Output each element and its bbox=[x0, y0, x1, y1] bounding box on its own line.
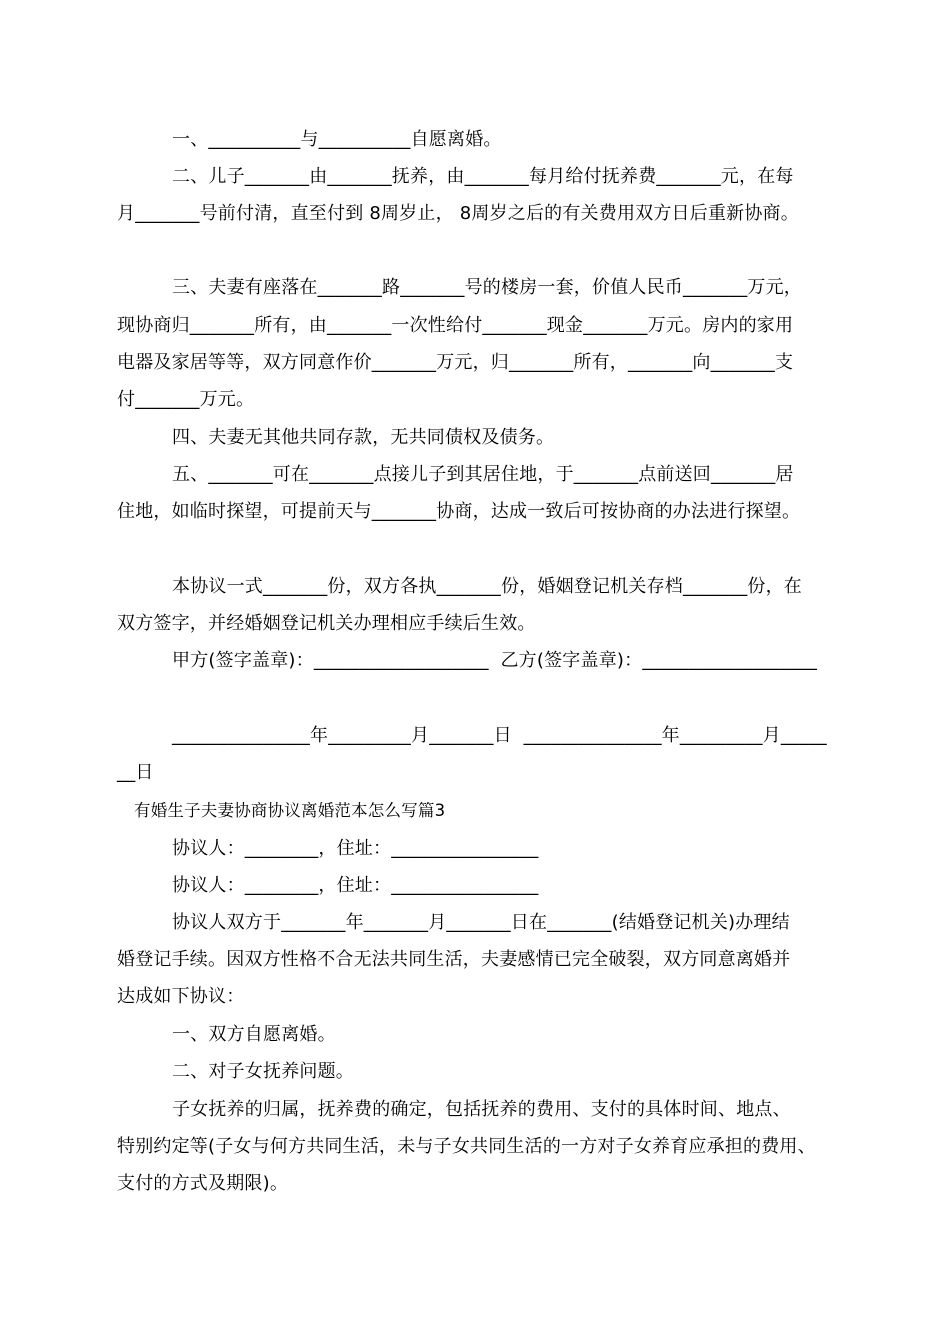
clause-3-line-4: 付_______万元。 bbox=[117, 389, 255, 410]
child-custody-line-2: 特别约定等(子女与何方共同生活，未与子女共同生活的一方对子女养育应承担的费用、 bbox=[117, 1136, 816, 1157]
party-line-1: 协议人：________，住址：________________ bbox=[172, 838, 539, 859]
clause-3-line-2: 现协商归_______所有，由_______一次性给付_______现金_______万元。房内的家用 bbox=[117, 315, 794, 336]
clause-2-line-2: 月_______号前付清，直至付到 8周岁止， 8周岁之后的有关费用双方日后重新协商。 bbox=[117, 203, 799, 224]
copies-line-1: 本协议一式_______份，双方各执_______份，婚姻登记机关存档_______份，在 bbox=[172, 576, 802, 597]
intro-line-3: 达成如下协议： bbox=[117, 986, 245, 1007]
intro-line-1: 协议人双方于_______年_______月_______日在_______(结婚登记机关)办理结 bbox=[172, 912, 790, 933]
clause-5-line-2: 住地，如临时探望，可提前天与_______协商，达成一致后可按协商的办法进行探望。 bbox=[117, 501, 801, 522]
section-title: 有婚生子夫妻协商协议离婚范本怎么写篇3 bbox=[134, 801, 446, 820]
intro-line-2: 婚登记手续。因双方性格不合无法共同生活，夫妻感情已完全破裂，双方同意离婚并 bbox=[117, 949, 791, 970]
clause-4: 四、夫妻无其他共同存款，无共同债权及债务。 bbox=[172, 427, 555, 448]
agreement-clause-1: 一、双方自愿离婚。 bbox=[172, 1024, 336, 1045]
date-line-continued: __日 bbox=[117, 762, 154, 783]
clause-3-line-3: 电器及家居等等，双方同意作价_______万元，归_______所有，_______向_______支 bbox=[117, 352, 794, 373]
clause-5-line-1: 五、_______可在_______点接儿子到其居住地，于_______点前送回_______居 bbox=[172, 464, 794, 485]
child-custody-line-3: 支付的方式及期限)。 bbox=[117, 1173, 289, 1194]
child-custody-line-1: 子女抚养的归属，抚养费的确定，包括抚养的费用、支付的具体时间、地点、 bbox=[172, 1099, 791, 1120]
agreement-clause-2: 二、对子女抚养问题。 bbox=[172, 1061, 354, 1082]
party-line-2: 协议人：________，住址：________________ bbox=[172, 875, 539, 896]
signature-line: 甲方(签字盖章)：___________________ 乙方(签字盖章)：___________________ bbox=[172, 650, 818, 671]
clause-2-line-1: 二、儿子_______由_______抚养，由_______每月给付抚养费_______元，在每 bbox=[172, 166, 794, 187]
clause-3-line-1: 三、夫妻有座落在_______路_______号的楼房一套，价值人民币_______万元， bbox=[172, 277, 802, 298]
clause-1: 一、__________与__________自愿离婚。 bbox=[172, 129, 502, 150]
date-line: _______________年_________月_______日 _______________年_________月_____ bbox=[172, 725, 827, 746]
copies-line-2: 双方签字，并经婚姻登记机关办理相应手续后生效。 bbox=[117, 613, 536, 634]
